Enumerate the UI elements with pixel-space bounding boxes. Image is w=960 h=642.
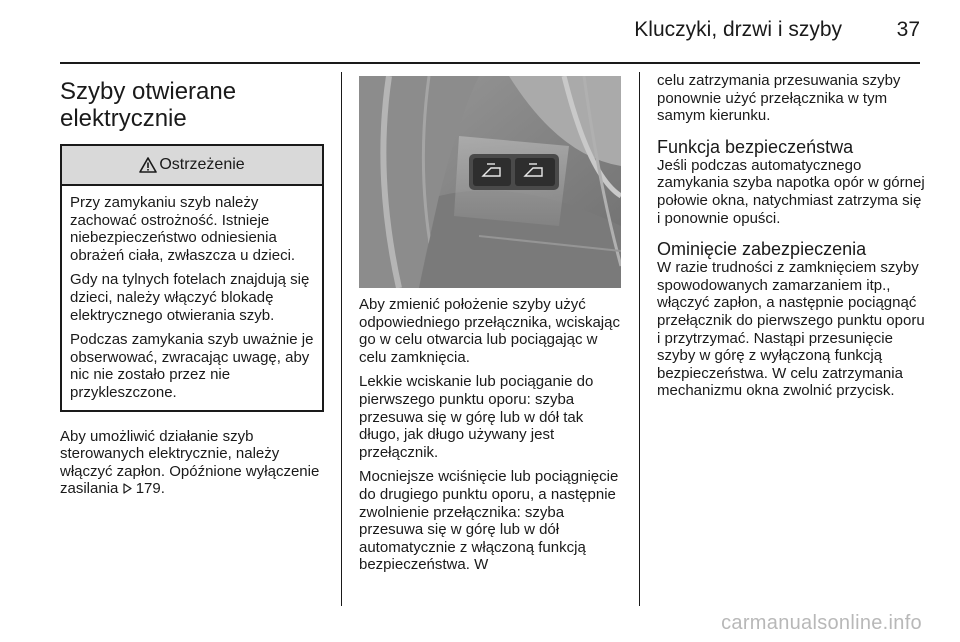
warning-header bbox=[62, 146, 322, 186]
page-reference-arrow-icon bbox=[123, 483, 132, 494]
page-header bbox=[60, 0, 920, 64]
body-paragraph: Aby zmienić położenie szyby użyć odpowiedniego przełącznika, wciskając go w celu otwarcia lub pociągając w celu zamknięcia. bbox=[359, 296, 620, 366]
warning-paragraph: Gdy na tylnych fotelach znajdują się dzieci, należy włączyć blokadę elektrycznego otwierania szyb. bbox=[70, 271, 310, 324]
warning-paragraph: Przy zamykaniu szyb należy zachować ostrożność. Istnieje niebezpieczeństwo odniesienia obrażeń ciała, zwłaszcza u dzieci. bbox=[70, 194, 296, 264]
right-column bbox=[657, 72, 925, 407]
left-column bbox=[60, 72, 324, 505]
door-panel-image bbox=[359, 76, 621, 288]
window-switch-illustration bbox=[359, 76, 621, 288]
body-paragraph: Lekkie wciskanie lub pociąganie do pierwszego punktu oporu: szyba przesuwa się w górę lub w dół tak długo, jak długo używany jest przełącznik. bbox=[359, 373, 594, 461]
warning-body bbox=[62, 186, 322, 410]
warning-box bbox=[60, 144, 324, 412]
column-divider bbox=[639, 72, 640, 606]
section-title-line2: elektrycznie bbox=[60, 105, 187, 132]
warning-title: Ostrzeżenie bbox=[159, 156, 245, 173]
safety-function-heading: Funkcja bezpieczeństwa bbox=[657, 136, 854, 157]
watermark: carmanualsonline.info bbox=[721, 612, 922, 634]
page-number: 37 bbox=[896, 18, 920, 41]
body-text: Aby umożliwić działanie szyb sterowanych elektrycznie, należy włączyć zapłon. Opóźnione wyłączenie zasilania bbox=[60, 427, 320, 498]
body-paragraph: Jeśli podczas automatycznego zamykania szyba napotka opór w górnej połowie okna, natychmiast zatrzyma się i ponownie opuści. bbox=[657, 156, 925, 227]
body-paragraph: celu zatrzymania przesuwania szyby ponownie użyć przełącznika w tym samym kierunku. bbox=[657, 72, 901, 125]
body-paragraph: W razie trudności z zamknięciem szyby spowodowanych zamarzaniem itp., włączyć zapłon, a następnie pociągnąć przełącznik do pierwszego punktu oporu i przytrzymać. Nastąpi przesunięcie szyby w górę z wyłączoną funkcją bezpieczeństwa. W celu zatrzymania mechanizmu okna zwolnić przycisk. bbox=[657, 259, 925, 400]
section-title-line1: Szyby otwierane bbox=[60, 78, 237, 105]
page-reference: 179. bbox=[135, 480, 165, 498]
warning-paragraph: Podczas zamykania szyb uważnie je obserwować, zwracając uwagę, aby nic nie zostało przez nie przykleszczone. bbox=[70, 331, 314, 401]
column-divider bbox=[341, 72, 342, 606]
section-title bbox=[60, 78, 324, 132]
header-title: Kluczyki, drzwi i szyby bbox=[634, 18, 842, 41]
body-paragraph bbox=[60, 428, 324, 498]
middle-column bbox=[359, 72, 621, 581]
warning-triangle-icon bbox=[139, 157, 157, 173]
body-paragraph: Mocniejsze wciśnięcie lub pociągnięcie do drugiego punktu oporu, a następnie zwolnienie przełącznika: szyba przesuwa się w górę lub w dół automatycznie z włączoną funkcją bezpieczeństwa. W bbox=[359, 468, 619, 574]
override-heading: Ominięcie zabezpieczenia bbox=[657, 239, 867, 260]
